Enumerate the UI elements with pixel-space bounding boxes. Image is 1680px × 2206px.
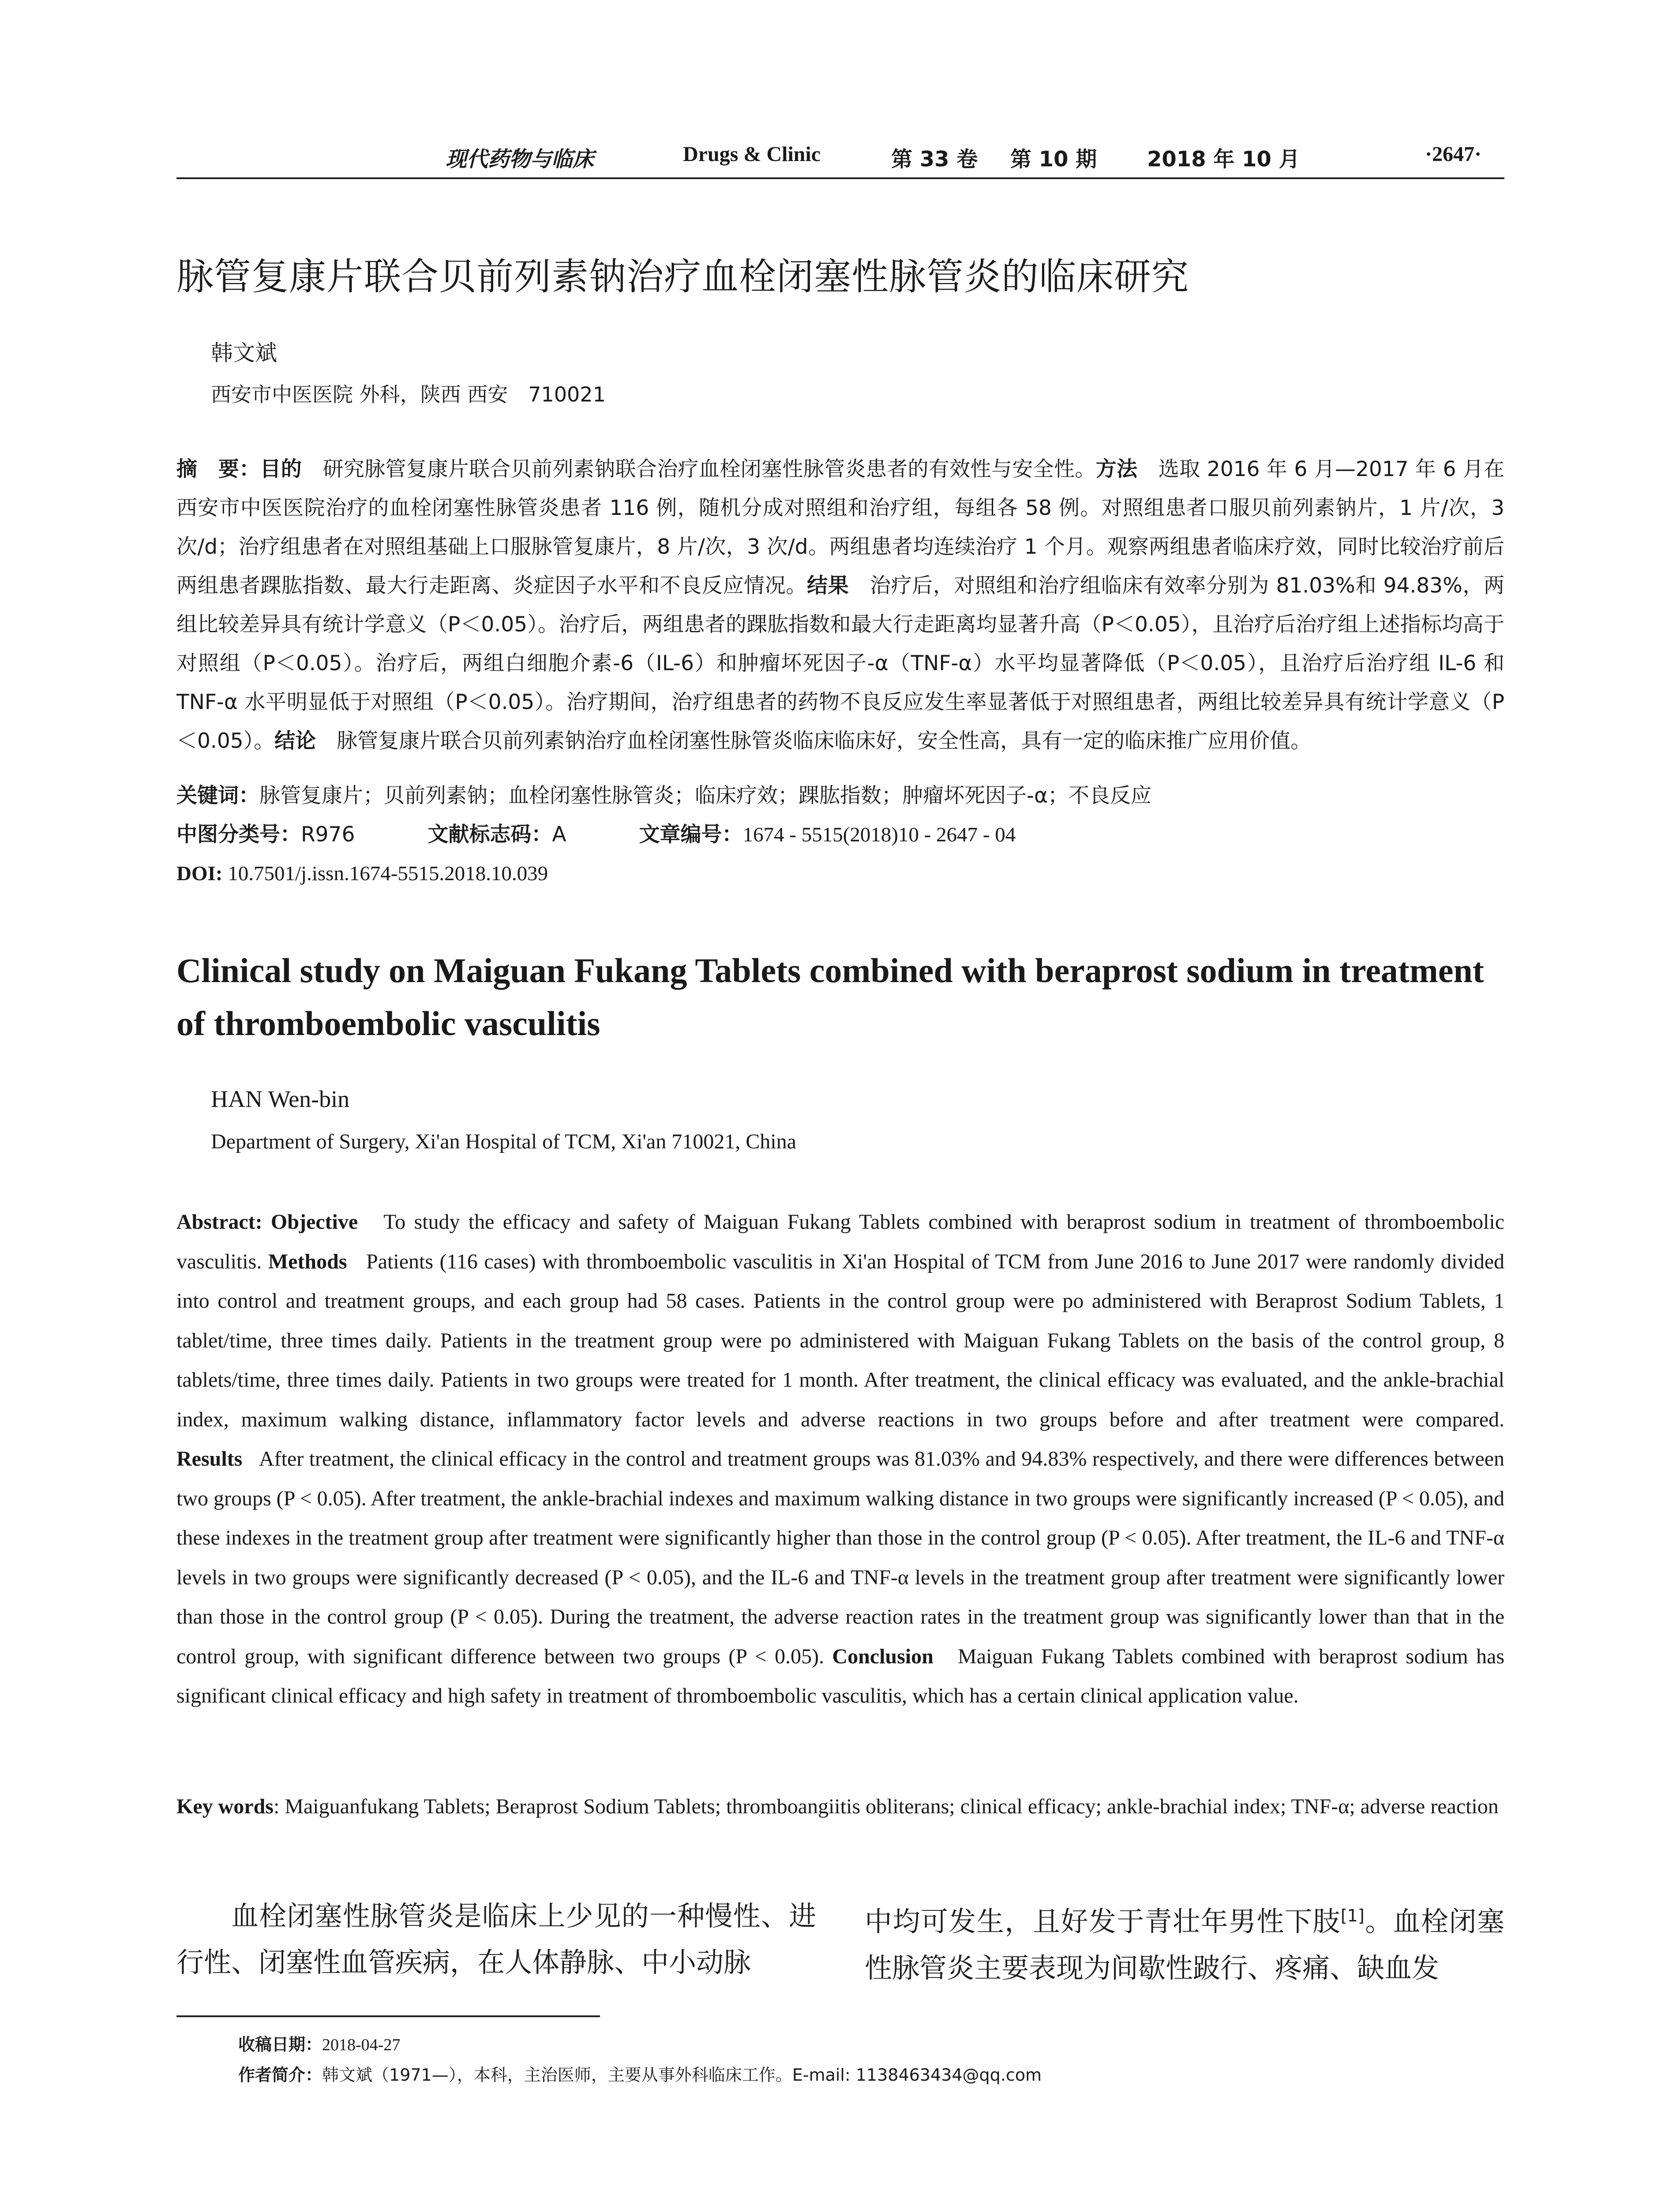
journal-name-cn: 现代药物与临床	[446, 147, 594, 172]
article-id-label: 文章编号：	[639, 822, 743, 847]
results-label-cn: 结果	[806, 574, 849, 598]
author-bio	[238, 2060, 1042, 2090]
volume: 第 33 卷	[891, 147, 978, 172]
body-column-right	[865, 1893, 1504, 1991]
issue-date: 2018 年 10 月	[1147, 147, 1300, 172]
keywords-cn-label: 关键词：	[176, 784, 259, 808]
keywords-cn-text: 脉管复康片；贝前列素钠；血栓闭塞性脉管炎；临床疗效；踝肱指数；肿瘤坏死因子-α；不良反应	[259, 784, 1151, 808]
objective-label-cn: 目的	[260, 457, 302, 481]
keywords-en-label: Key words	[176, 1795, 274, 1818]
metadata-cn	[176, 777, 1504, 893]
article-id-value: 1674 - 5515(2018)10 - 2647 - 04	[742, 823, 1016, 846]
body-right-text-b: 。血栓闭塞性脉管炎主要表现为间歇性跛行、疼痛、缺血发	[865, 1905, 1504, 1984]
abstract-cn	[176, 450, 1504, 761]
methods-label-en: Methods	[268, 1249, 347, 1273]
doi-label: DOI:	[176, 862, 223, 885]
header-rule	[176, 177, 1504, 179]
page-number: ·2647·	[1425, 143, 1482, 166]
classification-line	[176, 815, 1504, 854]
conclusion-label-en: Conclusion	[832, 1644, 934, 1668]
results-en: After treatment, the clinical efficacy in the control and treatment groups was 81.03% and 94.83% respectively, and there were differences between two groups (P < 0.05). After treatment, the ankle-brachial indexes and maximum walking distance in two groups were significantly increased (P < 0.05), and these indexes in the treatment group after treatment were significantly higher than those in the control group (P < 0.05). After treatment, the IL-6 and TNF-α levels in two groups were significantly decreased (P < 0.05), and the IL-6 and TNF-α levels in the treatment group after treatment were significantly lower than those in the control group (P < 0.05). During the treatment, the adverse reaction rates in the treatment group was significantly lower than that in the control group, with significant difference between two groups (P < 0.05).	[176, 1447, 1505, 1668]
conclusion-label-cn: 结论	[274, 729, 316, 753]
running-header	[176, 142, 1504, 177]
body-column-left: 血栓闭塞性脉管炎是临床上少见的一种慢性、进行性、闭塞性血管疾病，在人体静脉、中小动脉	[176, 1900, 816, 1978]
author-en: HAN Wen-bin	[211, 1086, 350, 1112]
received-date	[238, 2030, 1042, 2060]
doi-line	[176, 854, 1504, 893]
received-value: 2018-04-27	[322, 2036, 401, 2054]
abstract-en-label: Abstract: Objective	[176, 1210, 358, 1234]
bio-text: 韩文斌（1971—），本科，主治医师，主要从事外科临床工作。E-mail: 1138463434@qq.com	[322, 2065, 1042, 2085]
results-cn: 治疗后，对照组和治疗组临床有效率分别为 81.03%和 94.83%，两组比较差异具有统计学意义（P＜0.05）。治疗后，两组患者的踝肱指数和最大行走距离均显著升高（P＜0.05），且治疗后治疗组上述指标均高于对照组（P＜0.05）。治疗后，两组白细胞介素-6（IL-6）和肿瘤坏死因子-α（TNF-α）水平均显著降低（P＜0.05），且治疗后治疗组 IL-6 和 TNF-α 水平明显低于对照组（P＜0.05）。治疗期间，治疗组患者的药物不良反应发生率显著低于对照组患者，两组比较差异具有统计学意义（P＜0.05）。	[176, 574, 1505, 753]
doc-code-label: 文献标志码：	[428, 822, 552, 847]
issue: 第 10 期	[1010, 147, 1097, 172]
title-cn: 脉管复康片联合贝前列素钠治疗血栓闭塞性脉管炎的临床研究	[176, 255, 1189, 298]
footnote-rule	[176, 2015, 600, 2017]
affiliation-cn: 西安市中医医院 外科，陕西 西安 710021	[211, 383, 606, 406]
methods-cn: 选取 2016 年 6 月—2017 年 6 月在西安市中医医院治疗的血栓闭塞性脉管炎患者 116 例，随机分成对照组和治疗组，每组各 58 例。对照组患者口服贝前列素钠片，1 片/次，3 次/d；治疗组患者在对照组基础上口服脉管复康片，8 片/次，3 次/d。两组患者均连续治疗 1 个月。观察两组患者临床疗效，同时比较治疗前后两组患者踝肱指数、最大行走距离、炎症因子水平和不良反应情况。	[176, 457, 1505, 598]
objective-en: To study the efficacy and safety of Maiguan Fukang Tablets combined with beraprost sodium in treatment of thromboembolic vasculitis.	[176, 1210, 1505, 1273]
conclusion-cn: 脉管复康片联合贝前列素钠治疗血栓闭塞性脉管炎临床临床好，安全性高，具有一定的临床推广应用价值。	[337, 729, 1312, 753]
journal-name-en: Drugs & Clinic	[683, 143, 821, 166]
received-label: 收稿日期：	[238, 2035, 322, 2054]
title-en: Clinical study on Maiguan Fukang Tablets combined with beraprost sodium in treatment of thromboembolic vasculitis	[176, 951, 1484, 1043]
keywords-en	[176, 1787, 1504, 1827]
doi-value[interactable]: 10.7501/j.issn.1674-5515.2018.10.039	[228, 862, 548, 885]
doc-code-value: A	[552, 822, 566, 847]
abstract-en	[176, 1202, 1504, 1716]
clc-label: 中图分类号：	[176, 822, 301, 847]
conclusion-en: Maiguan Fukang Tablets combined with beraprost sodium has significant clinical efficacy and high safety in treatment of thromboembolic vasculitis, which has a certain clinical application value.	[176, 1644, 1505, 1707]
clc-value: R976	[301, 822, 355, 847]
citation-ref[interactable]: [1]	[1340, 1906, 1365, 1925]
keywords-en-text: : Maiguanfukang Tablets; Beraprost Sodium Tablets; thromboangiitis obliterans; clinical efficacy; ankle-brachial index; TNF-α; adverse reaction	[273, 1795, 1499, 1818]
keywords-cn	[176, 777, 1504, 815]
affiliation-en: Department of Surgery, Xi'an Hospital of TCM, Xi'an 710021, China	[211, 1130, 796, 1153]
bio-label: 作者简介：	[238, 2065, 322, 2085]
results-label-en: Results	[176, 1447, 243, 1471]
methods-en: Patients (116 cases) with thromboembolic vasculitis in Xi'an Hospital of TCM from June 2016 to June 2017 were randomly divided into control and treatment groups, and each group had 58 cases. Patients in the control group were po administered with Beraprost Sodium Tablets, 1 tablet/time, three times daily. Patients in the treatment group were po administered with Maiguan Fukang Tablets on the basis of the control group, 8 tablets/time, three times daily. Patients in two groups were treated for 1 month. After treatment, the clinical efficacy was evaluated, and the ankle-brachial index, maximum walking distance, inflammatory factor levels and adverse reactions in two groups before and after treatment were compared.	[176, 1249, 1505, 1431]
footnotes	[238, 2030, 1042, 2090]
abstract-cn-label: 摘 要：	[176, 457, 260, 481]
methods-label-cn: 方法	[1095, 457, 1138, 481]
author-cn: 韩文斌	[211, 340, 277, 366]
body-right-text-a: 中均可发生，且好发于青壮年男性下肢	[865, 1905, 1341, 1938]
objective-cn: 研究脉管复康片联合贝前列素钠联合治疗血栓闭塞性脉管炎患者的有效性与安全性。	[322, 457, 1096, 481]
